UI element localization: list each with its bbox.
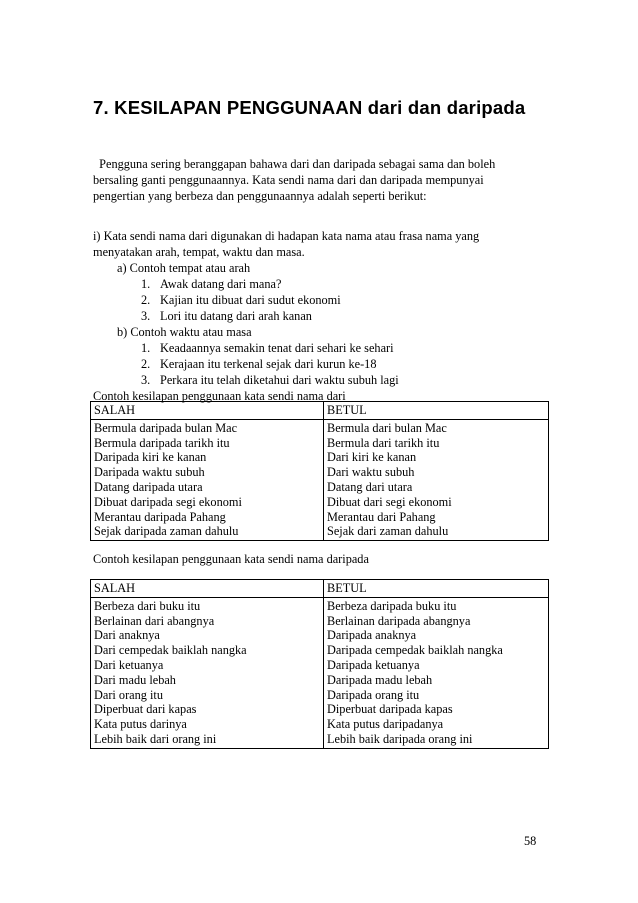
table-cell: Daripada ketuanya: [327, 657, 420, 672]
table-cell: Kata putus darinya: [94, 717, 187, 732]
table-cell: Berbeza dari buku itu: [94, 598, 201, 613]
list-item-number: 1.: [141, 341, 151, 355]
column-salah: [91, 419, 324, 540]
table-body-row: [91, 597, 549, 748]
table-body-row: [91, 419, 549, 540]
table-cell: Bermula daripada tarikh itu: [94, 435, 230, 450]
header-salah: SALAH: [91, 402, 324, 420]
table-cell: Diperbuat dari kapas: [94, 702, 197, 717]
table-cell: Merantau dari Pahang: [327, 509, 436, 524]
table-cell: Dari ketuanya: [94, 657, 164, 672]
list-item: [93, 308, 553, 324]
table-cell: Dari cempedak baiklah nangka: [94, 643, 247, 658]
list-item-text: Kajian itu dibuat dari sudut ekonomi: [160, 293, 341, 307]
rule-line: menyatakan arah, tempat, waktu dan masa.: [93, 245, 305, 259]
table-dari: [90, 401, 549, 541]
list-item: [93, 340, 553, 356]
list-item-number: 1.: [141, 277, 151, 291]
rule-line: i) Kata sendi nama dari digunakan di hadapan kata nama atau frasa nama yang: [93, 229, 480, 243]
table-cell: Sejak daripada zaman dahulu: [94, 524, 239, 539]
list-item-number: 2.: [141, 357, 151, 371]
table-cell: Bermula dari bulan Mac: [327, 420, 447, 435]
table-cell: Dibuat daripada segi ekonomi: [94, 494, 242, 509]
header-betul: BETUL: [324, 402, 549, 420]
table-cell: Datang dari utara: [327, 479, 413, 494]
table-cell: Daripada kiri ke kanan: [94, 450, 207, 465]
table-cell: Berbeza daripada buku itu: [327, 598, 457, 613]
table-cell: Lebih baik dari orang ini: [94, 731, 217, 746]
table-cell: Dari orang itu: [94, 687, 163, 702]
page-title: 7. KESILAPAN PENGGUNAAN dari dan daripada: [93, 97, 526, 118]
table-daripada: [90, 579, 549, 749]
table-cell: Kata putus daripadanya: [327, 717, 444, 732]
list-item-number: 2.: [141, 293, 151, 307]
table-cell: Daripada cempedak baiklah nangka: [327, 643, 503, 658]
section-b-label: b) Contoh waktu atau masa: [117, 325, 252, 339]
table-cell: Daripada madu lebah: [327, 672, 433, 687]
list-item-text: Lori itu datang dari arah kanan: [160, 309, 312, 323]
table-cell: Daripada waktu subuh: [94, 465, 205, 480]
table-cell: Sejak dari zaman dahulu: [327, 524, 449, 539]
list-item: [93, 372, 553, 388]
header-salah: SALAH: [91, 580, 324, 598]
list-item: [93, 356, 553, 372]
table2-caption: Contoh kesilapan penggunaan kata sendi nama daripada: [93, 552, 369, 566]
table-cell: Bermula dari tarikh itu: [327, 435, 440, 450]
list-item-text: Awak datang dari mana?: [160, 277, 282, 291]
table-cell: Dari madu lebah: [94, 672, 176, 687]
intro-paragraph: [93, 156, 553, 204]
page-number: 58: [524, 834, 537, 848]
intro-line: Pengguna sering beranggapan bahawa dari dan daripada sebagai sama dan boleh: [93, 157, 496, 171]
list-item-text: Kerajaan itu terkenal sejak dari kurun ke-18: [160, 357, 377, 371]
table-header-row: [91, 402, 549, 420]
intro-line: bersaling ganti penggunaannya. Kata sendi nama dari dan daripada mempunyai: [93, 173, 484, 187]
table-cell: Diperbuat daripada kapas: [327, 702, 453, 717]
list-item-number: 3.: [141, 373, 151, 387]
table-cell: Berlainan daripada abangnya: [327, 613, 471, 628]
header-betul: BETUL: [324, 580, 549, 598]
table-cell: Berlainan dari abangnya: [94, 613, 215, 628]
list-item: [93, 276, 553, 292]
table-cell: Dari waktu subuh: [327, 465, 415, 480]
table-header-row: [91, 580, 549, 598]
table-cell: Dibuat dari segi ekonomi: [327, 494, 452, 509]
column-salah: [91, 597, 324, 748]
intro-line: pengertian yang berbeza dan penggunaannya adalah seperti berikut:: [93, 189, 427, 203]
table-cell: Bermula daripada bulan Mac: [94, 420, 238, 435]
table-cell: Lebih baik daripada orang ini: [327, 731, 473, 746]
list-item-text: Perkara itu telah diketahui dari waktu subuh lagi: [160, 373, 399, 387]
table-cell: Dari kiri ke kanan: [327, 450, 417, 465]
column-betul: [324, 419, 549, 540]
table1-caption: Contoh kesilapan penggunaan kata sendi nama dari: [93, 389, 346, 403]
list-item-text: Keadaannya semakin tenat dari sehari ke sehari: [160, 341, 394, 355]
section-a-label: a) Contoh tempat atau arah: [117, 261, 251, 275]
list-item-number: 3.: [141, 309, 151, 323]
table-cell: Daripada anaknya: [327, 628, 417, 643]
table-cell: Dari anaknya: [94, 628, 160, 643]
table-cell: Daripada orang itu: [327, 687, 420, 702]
list-item: [93, 292, 553, 308]
table-cell: Datang daripada utara: [94, 479, 203, 494]
rule-section: [93, 228, 553, 404]
table-cell: Merantau daripada Pahang: [94, 509, 226, 524]
column-betul: [324, 597, 549, 748]
